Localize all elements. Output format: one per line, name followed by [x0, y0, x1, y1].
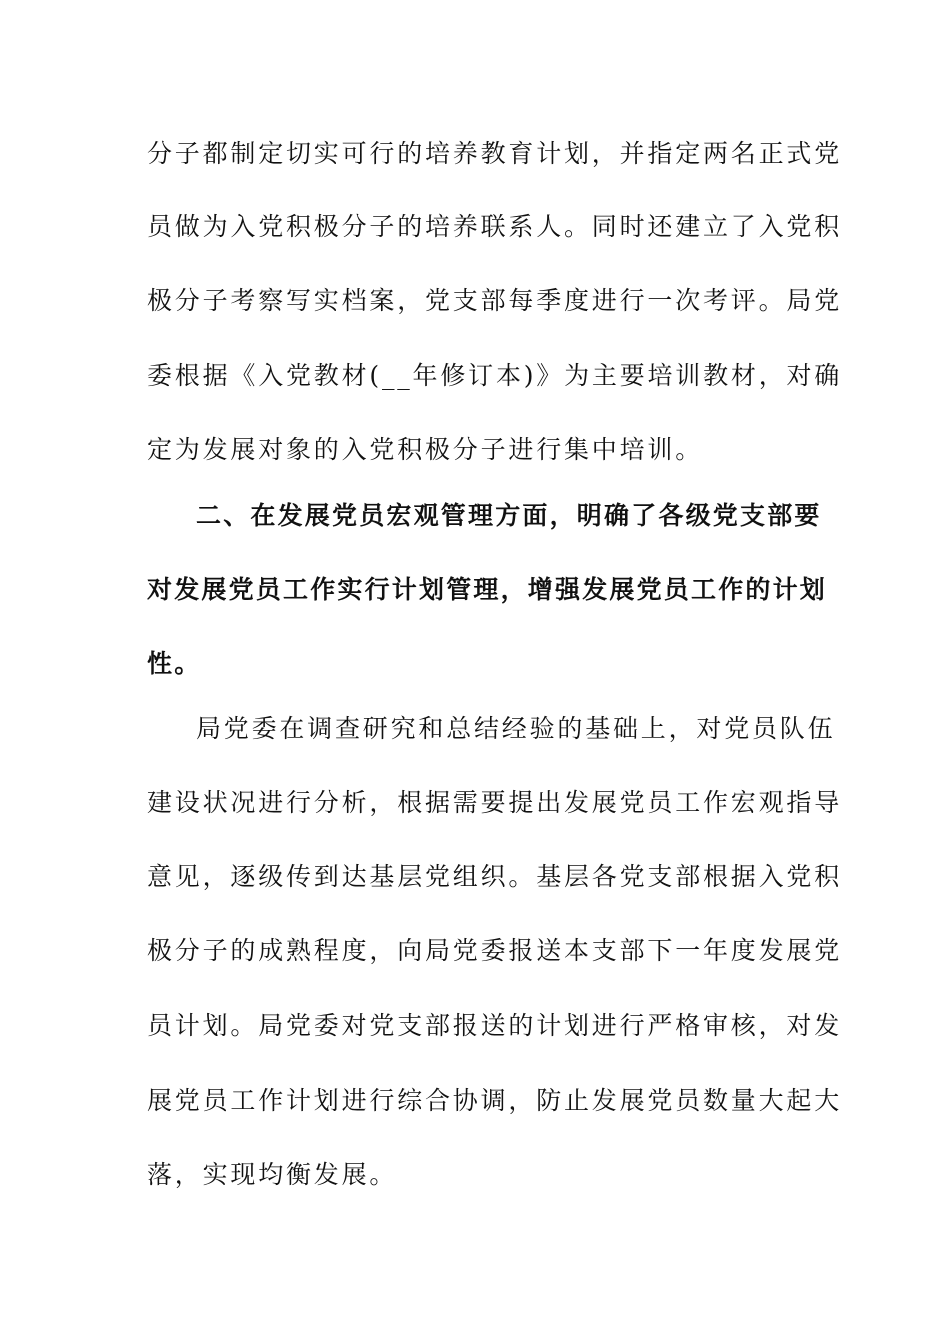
section-heading-line: 对发展党员工作实行计划管理，增强发展党员工作的计划	[147, 575, 828, 604]
body-text-line: 建设状况进行分析，根据需要提出发展党员工作宏观指导	[147, 788, 843, 817]
body-text-line: 委根据《入党教材(__年修订本)》为主要培训教材，对确	[147, 361, 843, 390]
body-text-line: 极分子考察写实档案，党支部每季度进行一次考评。局党	[147, 286, 843, 315]
body-text-line: 展党员工作计划进行综合协调，防止发展党员数量大起大	[147, 1086, 843, 1115]
body-text-line: 员做为入党积极分子的培养联系人。同时还建立了入党积	[147, 212, 843, 241]
body-text-line: 分子都制定切实可行的培养教育计划，并指定两名正式党	[147, 139, 843, 168]
body-text-line: 员计划。局党委对党支部报送的计划进行严格审核，对发	[147, 1011, 843, 1040]
body-text-line: 意见，逐级传到达基层党组织。基层各党支部根据入党积	[147, 862, 843, 891]
body-text-line: 落，实现均衡发展。	[147, 1160, 398, 1189]
body-text-line: 局党委在调查研究和总结经验的基础上，对党员队伍	[196, 714, 836, 743]
section-heading-line: 二、在发展党员宏观管理方面，明确了各级党支部要	[196, 501, 822, 530]
body-text-line: 极分子的成熟程度，向局党委报送本支部下一年度发展党	[147, 936, 843, 965]
section-heading-line: 性。	[147, 649, 202, 678]
body-text-line: 定为发展对象的入党积极分子进行集中培训。	[147, 435, 704, 464]
